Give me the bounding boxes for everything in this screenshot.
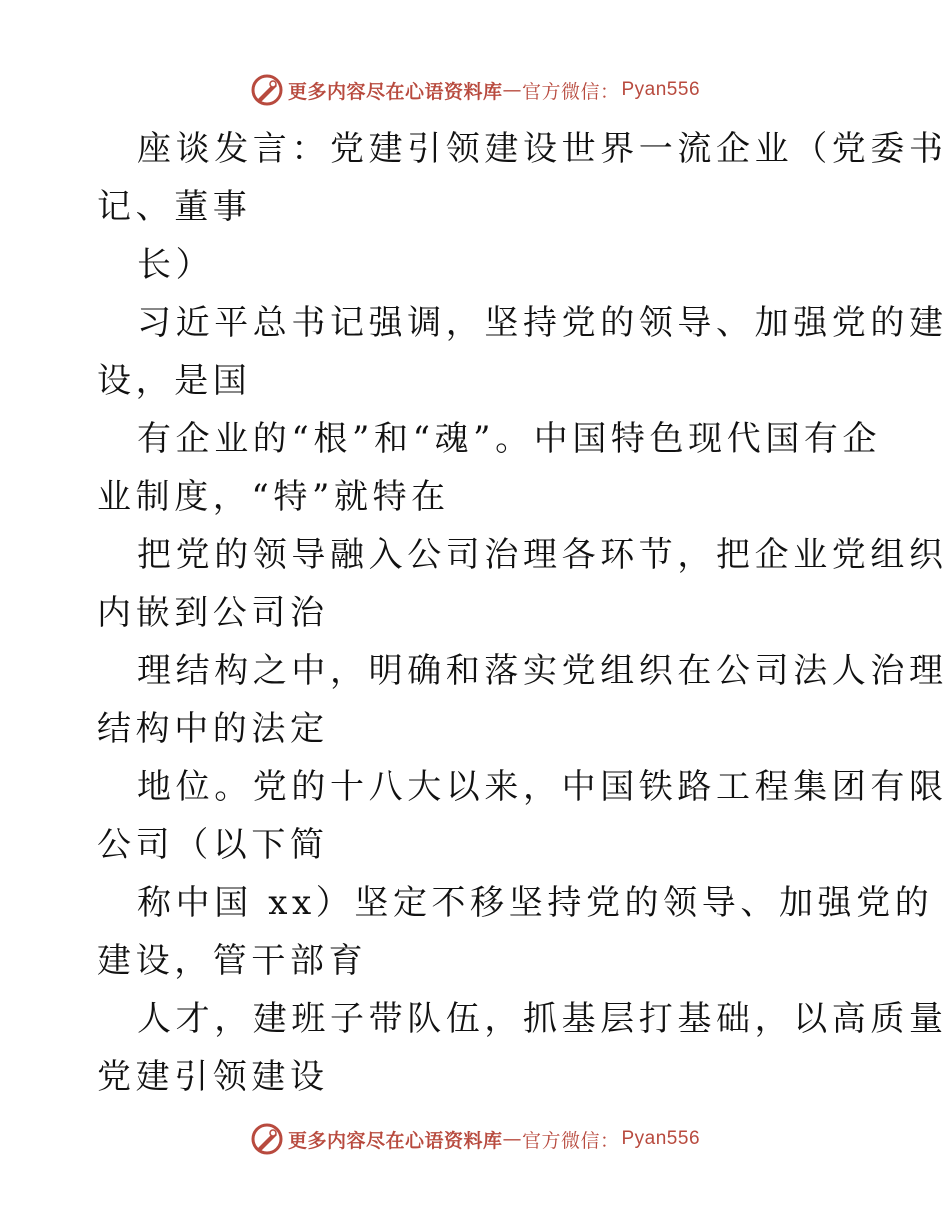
- text-line: 有企业的“根”和“魂”。中国特色现代国有企: [137, 419, 882, 459]
- banner-wechat-id: Pyan556: [621, 79, 701, 100]
- pen-logo-icon: [250, 1122, 284, 1156]
- text-line: 长）: [137, 245, 215, 285]
- text-line: 结构中的法定: [97, 709, 329, 749]
- document-body: [97, 120, 948, 1106]
- text-line: 内嵌到公司治: [97, 593, 329, 633]
- text-line: 建设，管干部育: [97, 941, 368, 981]
- text-line: 地位。党的十八大以来，中国铁路工程集团有限: [137, 767, 948, 807]
- banner-wechat-id: Pyan556: [621, 1128, 701, 1149]
- footer-banner: [0, 1119, 950, 1159]
- text-line: 称中国 xx）坚定不移坚持党的领导、加强党的: [137, 883, 934, 923]
- banner-brand-text: 更多内容尽在心语资料库: [287, 80, 503, 103]
- text-line: 习近平总书记强调，坚持党的领导、加强党的建: [137, 303, 948, 343]
- doc-title-line: 座谈发言：党建引领建设世界一流企业（党委书: [137, 129, 948, 169]
- text-line: 人才，建班子带队伍，抓基层打基础，以高质量: [137, 999, 948, 1039]
- banner-wechat-label: 官方微信：: [521, 80, 620, 103]
- banner-brand-text: 更多内容尽在心语资料库: [287, 1129, 503, 1152]
- text-line: 把党的领导融入公司治理各环节，把企业党组织: [137, 535, 948, 575]
- text-line: 业制度，“特”就特在: [97, 477, 450, 517]
- text-line: 理结构之中，明确和落实党组织在公司法人治理: [137, 651, 948, 691]
- text-line: 设，是国: [97, 361, 252, 401]
- banner-separator: —: [502, 1128, 522, 1150]
- text-line: 记、董事: [97, 187, 252, 227]
- banner-wechat-label: 官方微信：: [521, 1129, 620, 1152]
- banner-separator: —: [502, 79, 522, 101]
- text-line: 公司（以下简: [97, 825, 329, 865]
- pen-logo-icon: [250, 73, 284, 107]
- text-line: 党建引领建设: [97, 1057, 329, 1097]
- header-banner: [0, 70, 950, 110]
